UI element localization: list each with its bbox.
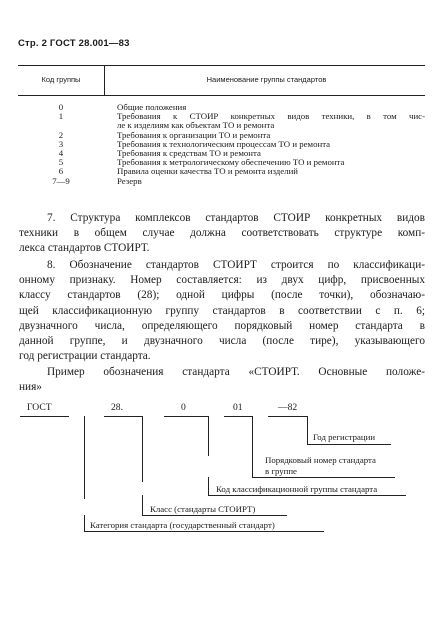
group-leader-line xyxy=(208,477,209,495)
table-name-cell: Общие положения xyxy=(117,102,187,112)
paragraph-7 xyxy=(19,211,425,257)
label-order-2: в группе xyxy=(265,466,297,476)
table-name-cell: Резерв xyxy=(117,175,142,186)
designation-underline xyxy=(268,416,308,417)
example-paragraph xyxy=(19,365,425,395)
paragraph-line: ния» xyxy=(19,381,42,394)
table-code-cell: 1 xyxy=(58,111,64,122)
order-leader-rule xyxy=(252,477,395,478)
designation-underline xyxy=(20,416,69,417)
paragraph-line: щей классификационную группу стандартов в соответствии с п. 6; xyxy=(19,304,425,317)
page-header: Стр. 2 ГОСТ 28.001—83 xyxy=(18,38,130,49)
paragraph-8 xyxy=(19,258,425,364)
table-header-name: Наименование группы стандартов xyxy=(206,75,327,84)
category-leader-line xyxy=(84,515,85,531)
table-name-cell: Требования к метрологическому обеспечению ТО и ремонта xyxy=(117,157,345,168)
paragraph-line: Пример обозначения стандарта «СТОИРТ. Основные положе- xyxy=(47,366,425,378)
paragraph-line: двузначного числа, определяющего порядковый номер стандарта в xyxy=(19,319,425,332)
paragraph-line: лекса стандартов СТОИРТ. xyxy=(19,242,150,255)
label-class: Класс (стандарты СТОИРТ) xyxy=(150,504,256,514)
table-code-cell: 3 xyxy=(58,138,64,149)
table-code-cell: 4 xyxy=(58,147,64,158)
group-leader-rule xyxy=(208,495,406,496)
label-order-1: Порядковый номер стандарта xyxy=(265,455,376,465)
table-name-cell: Требования к технологическим процессам ТО и ремонта xyxy=(117,138,331,149)
table-code-cell: 2 xyxy=(58,129,64,140)
paragraph-line: 7. Структура комплексов стандартов СТОИР конкретных видов xyxy=(47,212,425,224)
label-year: Год регистрации xyxy=(313,432,376,442)
group-leader-line xyxy=(208,416,209,456)
table-top-rule xyxy=(18,65,425,66)
label-category: Категория стандарта (государственный стандарт) xyxy=(90,520,275,530)
table-column-divider xyxy=(104,65,105,95)
designation-order-number: 01 xyxy=(233,402,243,413)
category-leader-rule xyxy=(84,531,324,532)
table-name-cell: Требования к средствам ТО и ремонта xyxy=(117,147,261,158)
designation-underline xyxy=(224,416,252,417)
table-name-column xyxy=(117,103,425,186)
table-code-cell: 7—9 xyxy=(52,175,70,186)
class-leader-line xyxy=(142,416,143,482)
order-leader-line xyxy=(252,416,253,477)
paragraph-line: онному признаку. Номер составляется: из двух цифр, присвоенных xyxy=(19,274,425,287)
table-name-cell: Требования к СТОИР конкретных видов техники, в том чис- xyxy=(117,111,425,122)
class-leader-line xyxy=(142,495,143,515)
paragraph-line: классу стандартов (28); одной цифры (после точки), обозначаю- xyxy=(19,289,425,302)
designation-class-number: 28. xyxy=(111,402,123,413)
designation-gost: ГОСТ xyxy=(27,402,52,413)
table-name-cell: Правила оценки качества ТО и ремонта изделий xyxy=(117,166,298,177)
year-leader-rule xyxy=(307,444,391,445)
designation-group-number: 0 xyxy=(181,402,186,413)
paragraph-line: 8. Обозначение стандартов СТОИРТ строится по классификаци- xyxy=(47,259,425,271)
label-group: Код классификационной группы стандарта xyxy=(216,484,378,494)
table-header-rule xyxy=(18,95,425,96)
table-code-cell: 0 xyxy=(58,102,64,112)
table-name-cell: ле к изделиям как объектам ТО и ремонта xyxy=(117,120,275,131)
year-leader-line xyxy=(307,416,308,444)
table-name-cell: Требования к организации ТО и ремонта xyxy=(117,129,271,140)
designation-underline xyxy=(104,416,142,417)
designation-year-number: —82 xyxy=(278,402,298,413)
paragraph-line: год регистрации стандарта. xyxy=(19,350,151,363)
class-leader-rule xyxy=(142,515,287,516)
paragraph-line: техники в общем случае должна соответствовать структуре комп- xyxy=(19,227,425,240)
table-code-column xyxy=(22,103,100,186)
paragraph-line: данной группе, и двузначного числа (после тире), указывающего xyxy=(19,334,425,347)
table-code-cell: 6 xyxy=(58,166,64,177)
table-header-code: Код группы xyxy=(41,75,81,84)
table-code-cell: 5 xyxy=(58,157,64,168)
category-leader-line xyxy=(84,416,85,499)
designation-underline xyxy=(164,416,208,417)
